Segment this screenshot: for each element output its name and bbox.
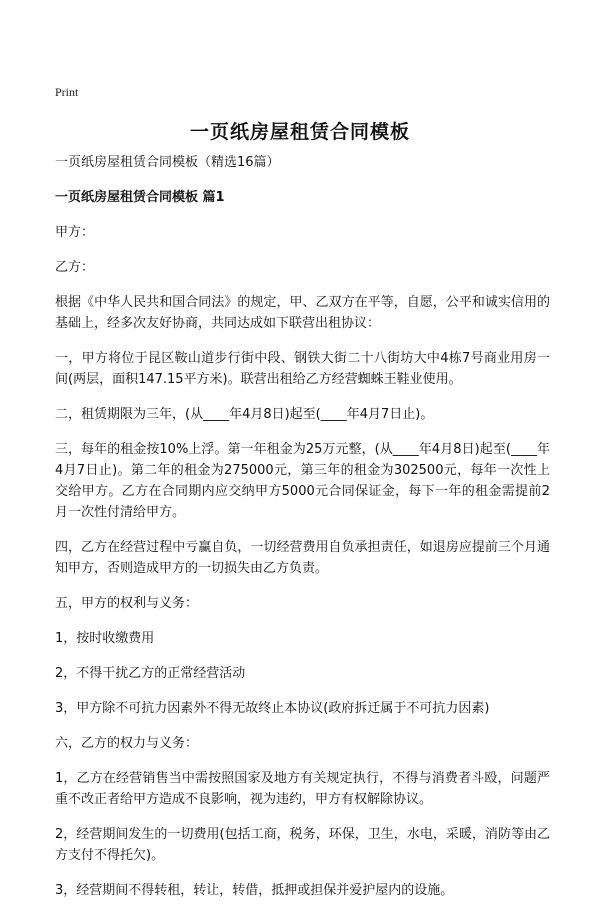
paragraph: 四，乙方在经营过程中亏赢自负，一切经营费用自负承担责任，如退房应提前三个月通知甲方，否则造成甲方的一切损失由乙方负责。 <box>55 540 550 576</box>
section-heading: 一页纸房屋租赁合同模板 篇1 <box>55 190 225 205</box>
paragraph: 一，甲方将位于昆区鞍山道步行街中段、钢铁大街二十八街坊大中4栋7号商业用房一间(两层，面积147.15平方米)。联营出租给乙方经营蜘蛛王鞋业使用。 <box>55 351 550 387</box>
paragraph: 1，乙方在经营销售当中需按照国家及地方有关规定执行，不得与消费者斗殴，问题严重不改正者给甲方造成不良影响，视为违约，甲方有权解除协议。 <box>55 771 550 807</box>
paragraph: 2，不得干扰乙方的正常经营活动 <box>55 666 246 681</box>
paragraph: 3，甲方除不可抗力因素外不得无故终止本协议(政府拆迁属于不可抗力因素) <box>55 701 490 716</box>
paragraph: 2，经营期间发生的一切费用(包括工商，税务，环保，卫生，水电，采暖，消防等由乙方支付不得托欠)。 <box>55 827 550 863</box>
paragraph: 1，按时收缴费用 <box>55 631 155 646</box>
paragraph: 根据《中华人民共和国合同法》的规定，甲、乙双方在平等，自愿，公平和诚实信用的基础上，经多次友好协商，共同达成如下联营出租协议： <box>55 295 550 331</box>
paragraph: 一页纸房屋租赁合同模板（精选16篇） <box>55 155 280 170</box>
paragraph: 甲方： <box>55 225 95 240</box>
paragraph: 乙方： <box>55 260 95 275</box>
paragraph: 二，租赁期限为三年，(从____年4月8日)起至(____年4月7日止)。 <box>55 407 434 422</box>
print-label: Print <box>55 85 79 99</box>
paragraph: 六，乙方的权力与义务： <box>55 736 199 751</box>
paragraph: 3，经营期间不得转租，转让，转借，抵押或担保并爱护屋内的设施。 <box>55 883 454 898</box>
paragraph: 五，甲方的权利与义务： <box>55 596 199 611</box>
document-title: 一页纸房屋租赁合同模板 <box>189 121 410 143</box>
paragraph: 三，每年的租金按10%上浮。第一年租金为25万元整，(从____年4月8日)起至(____年4月7日止)。第二年的租金为275000元，第三年的租金为302500元，每年一次性上交给甲方。乙方在合同期内应交纳甲方5000元合同保证金，每下一年的租金需提前2月一次性付清给甲方。 <box>55 442 550 520</box>
document-body <box>55 152 550 915</box>
